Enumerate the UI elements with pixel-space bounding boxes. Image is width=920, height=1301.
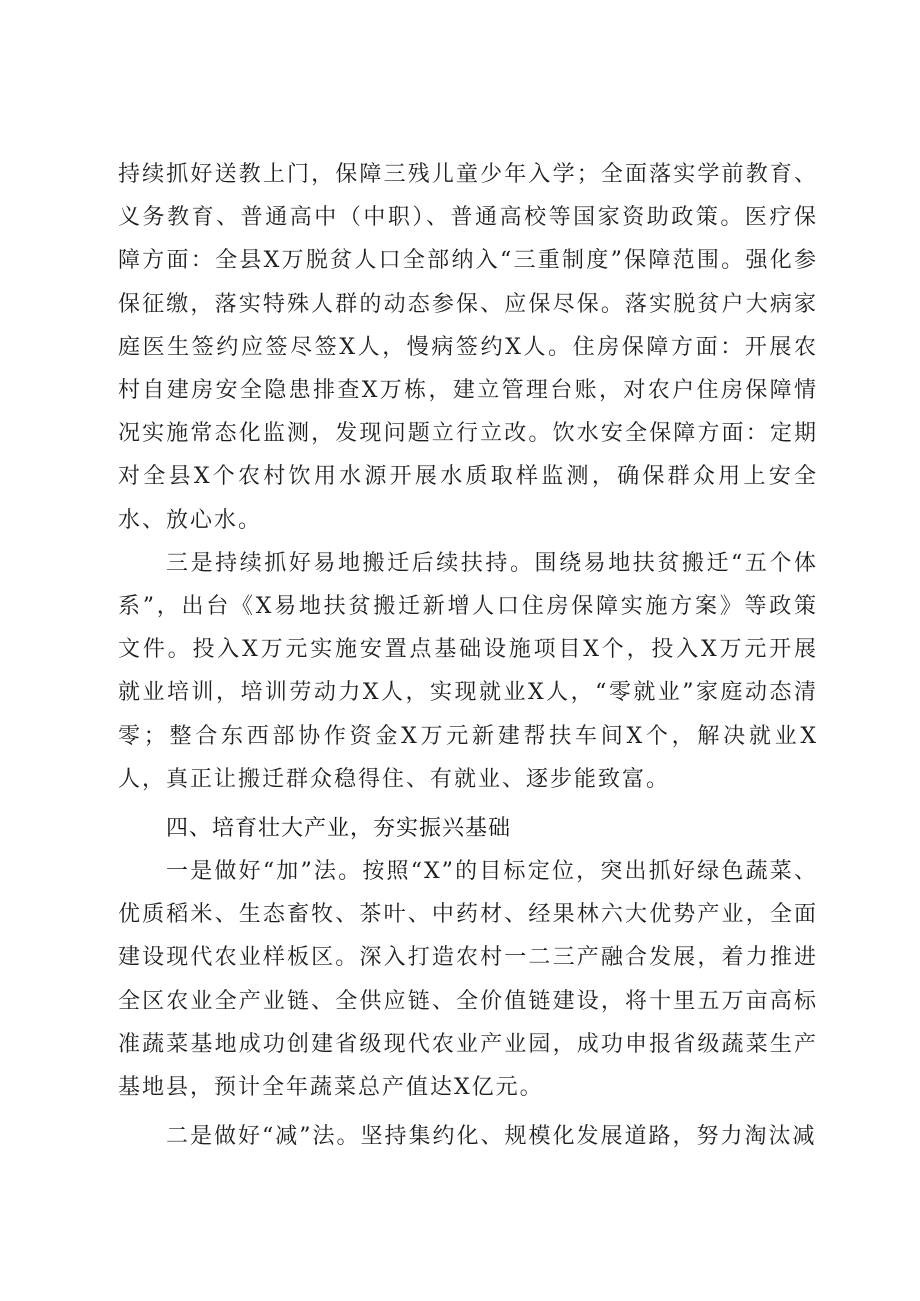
document-body [118, 153, 818, 1158]
paragraph-guarantee: 持续抓好送教上门，保障三残儿童少年入学；全面落实学前教育、义务教育、普通高中（中职）、普通高校等国家资助政策。医疗保障方面：全县X万脱贫人口全部纳入“三重制度”保障范围。强化参保征缴，落实特殊人群的动态参保、应保尽保。落实脱贫户大病家庭医生签约应签尽签X人，慢病签约X人。住房保障方面：开展农村自建房安全隐患排查X万栋，建立管理台账，对农户住房保障情况实施常态化监测，发现问题立行立改。饮水安全保障方面：定期对全县X个农村饮用水源开展水质取样监测，确保群众用上安全水、放心水。 [118, 162, 818, 533]
section-heading: 四、培育壮大产业，夯实振兴基础 [166, 816, 512, 842]
paragraph-relocation: 三是持续抓好易地搬迁后续扶持。围绕易地扶贫搬迁“五个体系”，出台《X易地扶贫搬迁新增人口住房保障实施方案》等政策文件。投入X万元实施安置点基础设施项目X个，投入X万元开展就业培训，培训劳动力X人，实现就业X人，“零就业”家庭动态清零；整合东西部协作资金X万元新建帮扶车间X个，解决就业X人，真正让搬迁群众稳得住、有就业、逐步能致富。 [118, 550, 818, 792]
paragraph-subtraction: 二是做好“减”法。坚持集约化、规模化发展道路，努力淘汰减 [166, 1124, 817, 1150]
paragraph-addition: 一是做好“加”法。按照“X”的目标定位，突出抓好绿色蔬菜、优质稻米、生态畜牧、茶叶、中药材、经果林六大优势产业，全面建设现代农业样板区。深入打造农村一二三产融合发展，着力推进全区农业全产业链、全供应链、全价值链建设，将十里五万亩高标准蔬菜基地成功创建省级现代农业产业园，成功申报省级蔬菜生产基地县，预计全年蔬菜总产值达X亿元。 [118, 859, 818, 1101]
